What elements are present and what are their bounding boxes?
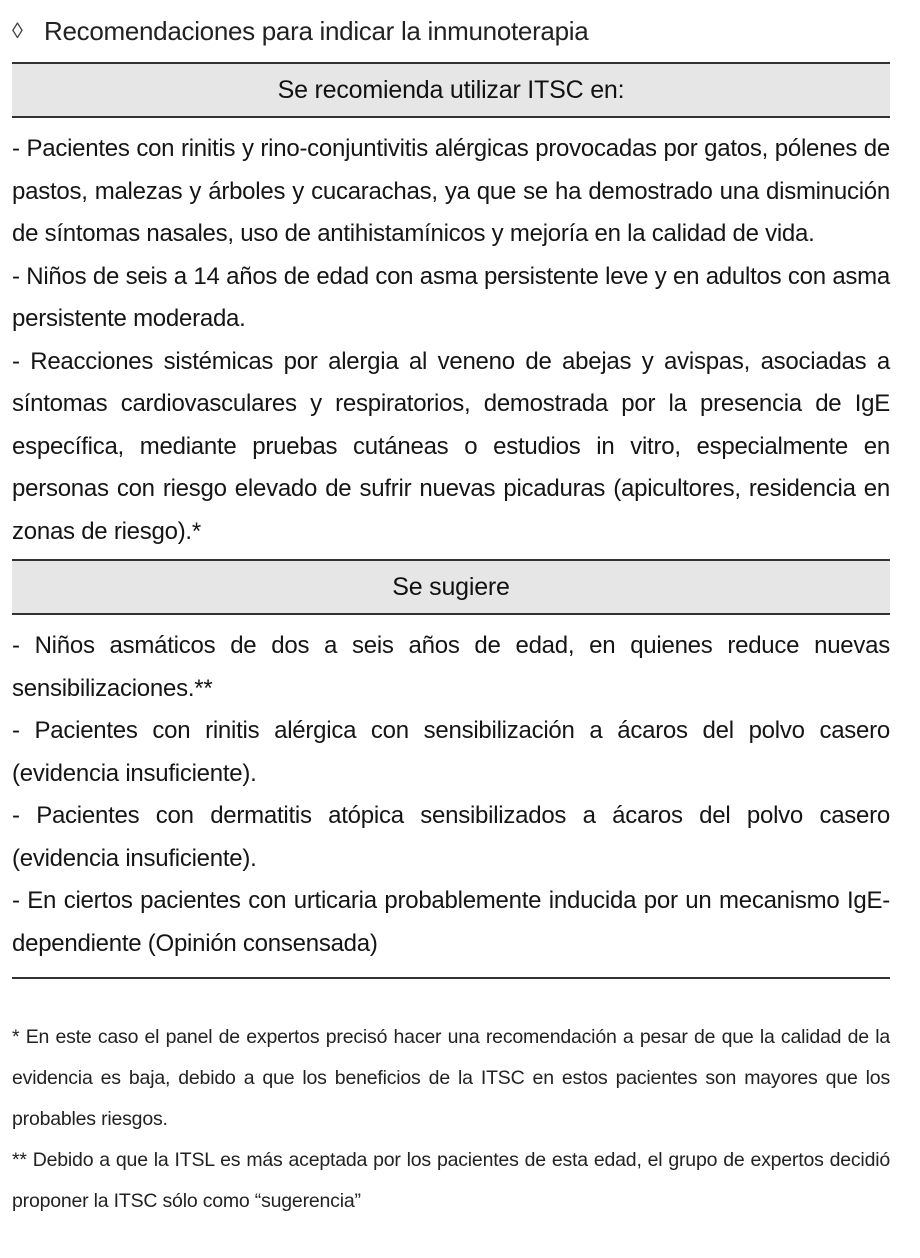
- document-title: [12, 0, 890, 62]
- document-title-text: Recomendaciones para indicar la inmunoterapia: [44, 15, 589, 46]
- list-item: - Pacientes con rinitis y rino-conjuntivitis alérgicas provocadas por gatos, pólenes de pastos, malezas y árboles y cucarachas, ya que se ha demostrado una disminución de síntomas nasales, uso de antihistamínicos y mejoría en la calidad de vida.: [12, 135, 890, 247]
- diamond-outline-icon: ◊: [12, 18, 23, 43]
- table-bottom-rule: [12, 977, 890, 979]
- footnotes: [12, 1017, 890, 1222]
- list-item: - Niños asmáticos de dos a seis años de edad, en quienes reduce nuevas sensibilizaciones.**: [12, 632, 890, 702]
- section-body-suggested: [12, 615, 890, 971]
- list-item: - Reacciones sistémicas por alergia al veneno de abejas y avispas, asociadas a síntomas cardiovasculares y respiratorios, demostrada por la presencia de IgE específica, mediante pruebas cutáneas o estudios in vitro, especialmente en personas con riesgo elevado de sufrir nuevas picaduras (apicultores, residencia en zonas de riesgo).*: [12, 347, 890, 545]
- footnote: ** Debido a que la ITSL es más aceptada por los pacientes de esta edad, el grupo de expertos decidió proponer la ITSC sólo como “sugerencia”: [12, 1149, 890, 1212]
- list-item: - Pacientes con dermatitis atópica sensibilizados a ácaros del polvo casero (evidencia insuficiente).: [12, 802, 890, 872]
- list-item: - En ciertos pacientes con urticaria probablemente inducida por un mecanismo IgE-dependiente (Opinión consensada): [12, 887, 890, 957]
- list-item: - Pacientes con rinitis alérgica con sensibilización a ácaros del polvo casero (evidencia insuficiente).: [12, 717, 890, 787]
- section-body-recommended: [12, 118, 890, 559]
- section-header-recommended-text: Se recomienda utilizar ITSC en:: [277, 75, 625, 104]
- section-header-suggested-text: Se sugiere: [392, 572, 510, 601]
- recommendations-document: [12, 0, 890, 1222]
- section-header-suggested: [12, 559, 890, 615]
- list-item: - Niños de seis a 14 años de edad con asma persistente leve y en adultos con asma persistente moderada.: [12, 262, 890, 332]
- section-header-recommended: [12, 62, 890, 118]
- footnote: * En este caso el panel de expertos precisó hacer una recomendación a pesar de que la calidad de la evidencia es baja, debido a que los beneficios de la ITSC en estos pacientes son mayores que los probables riesgos.: [12, 1026, 890, 1130]
